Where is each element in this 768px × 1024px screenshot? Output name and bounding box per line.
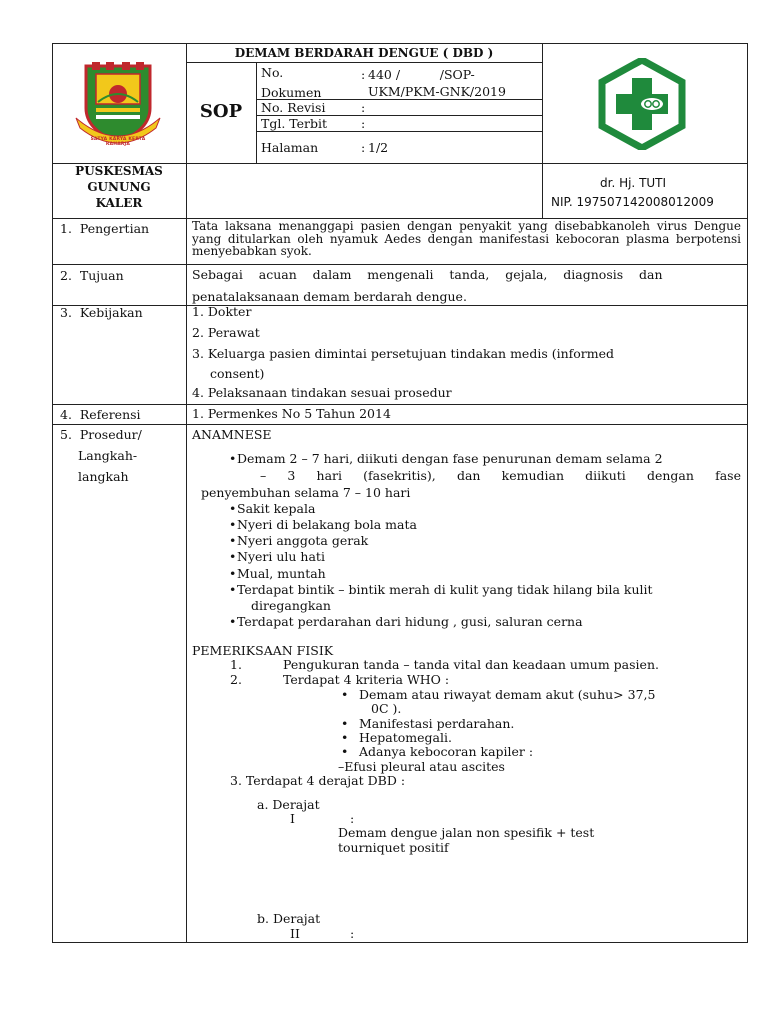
derajat-b-label: b. Derajat [257,911,321,926]
anamnese-bullet-7-line-2: diregangkan [251,598,331,613]
column-divider-sop [256,62,257,164]
anamnese-bullet-3: Nyeri di belakang bola mata [237,517,417,532]
signer-nip: NIP. 197507142008012009 [551,195,714,209]
row-label-prosedur-3: langkah [78,469,129,484]
anamnese-bullet-6: Mual, muntah [237,566,326,581]
derajat-a-num: I [290,811,295,826]
row-label-prosedur-1: 5. Prosedur/ [60,427,142,442]
kebijakan-item-3-cont: consent) [210,366,265,381]
field-no-label-2: Dokumen [261,85,322,100]
fisik-1-num: 1. [230,657,242,672]
anamnese-bullet-7-line-1: Terdapat bintik – bintik merah di kulit yang tidak hilang bila kulit [237,582,653,597]
field-terbit-label: Tgl. Terbit [261,116,328,131]
table-border-top [52,43,748,44]
anamnese-bullet-1-line-3: penyembuhan selama 7 – 10 hari [201,485,411,500]
row-divider-4 [52,404,748,405]
bullet-dot: • [229,549,237,564]
derajat-a-label: a. Derajat [257,797,320,812]
derajat-b-sep: : [350,926,355,941]
anamnese-bullet-1-line-2: – 3 hari (fasekritis), dan kemudian diikuti dengan fase [260,468,741,483]
bullet-dot: • [229,533,237,548]
who-4-sub: –Efusi pleural atau ascites [338,759,505,774]
row-divider-3 [52,305,748,306]
field-no-label-1: No. [261,65,284,80]
derajat-b-num: II [290,926,300,941]
row-divider-2 [52,264,748,265]
row-label-pengertian: 1. Pengertian [60,221,150,236]
field-no-value-1: 440 / /SOP- [368,67,475,82]
who-4: Adanya kebocoran kapiler : [359,744,534,759]
fisik-2-num: 2. [230,672,242,687]
derajat-a-desc-2: tourniquet positif [338,840,449,855]
row-label-tujuan: 2. Tujuan [60,268,124,283]
bullet-dot: • [341,730,349,745]
who-3: Hepatomegali. [359,730,452,745]
field-terbit-sep: : [361,116,366,131]
row-label-prosedur-2: Langkah- [78,448,138,463]
org-line-2: GUNUNG [87,180,151,194]
bullet-dot: • [229,582,237,597]
field-no-value-2: UKM/PKM-GNK/2019 [368,84,506,99]
puskesmas-logo [596,58,688,150]
bullet-dot: • [229,566,237,581]
field-halaman-sep: : [361,140,366,155]
signer-name: dr. Hj. TUTI [600,176,667,190]
column-divider-main [186,43,187,943]
field-halaman-label: Halaman [261,140,319,155]
tujuan-line-1: Sebagai acuan dalam mengenali tanda, gejala, diagnosis dan [192,267,663,282]
field-no-sep: : [361,67,366,82]
field-halaman-value: 1/2 [368,140,389,155]
org-line-3: KALER [95,196,143,210]
row-label-referensi: 4. Referensi [60,407,141,422]
derajat-a-sep: : [350,811,355,826]
pengertian-text: Tata laksana menanggapi pasien dengan penyakit yang disebabkanoleh virus Dengue yang ditularkan oleh nyamuk Aedes dengan manifestasi kebocoran plasma berpotensi menyebabkan syok. [192,219,741,258]
who-1-line-2: 0C ). [371,701,402,716]
table-border-bottom [52,942,748,943]
kebijakan-item-1: 1. Dokter [192,304,252,319]
logo-ribbon-text: SATYA KARYA KERTA RAHARJA [90,137,146,147]
derajat-title: 3. Terdapat 4 derajat DBD : [230,773,406,788]
bullet-dot: • [341,744,349,759]
anamnese-bullet-1-line-1: Demam 2 – 7 hari, diikuti dengan fase penurunan demam selama 2 [237,451,663,466]
bullet-dot: • [229,517,237,532]
who-2: Manifestasi perdarahan. [359,716,515,731]
anamnese-title: ANAMNESE [192,427,272,442]
tujuan-line-2: penatalaksanaan demam berdarah dengue. [192,289,467,304]
document-title: DEMAM BERDARAH DENGUE ( DBD ) [234,46,494,60]
field-revisi-label: No. Revisi [261,100,326,115]
puskesmas-cross-icon [596,58,688,150]
bullet-dot: • [341,687,349,702]
fisik-2-text: Terdapat 4 kriteria WHO : [283,672,450,687]
kebijakan-item-4: 4. Pelaksanaan tindakan sesuai prosedur [192,385,452,400]
who-1-line-1: Demam atau riwayat demam akut (suhu> 37,5 [359,687,656,702]
anamnese-bullet-2: Sakit kepala [237,501,316,516]
row-divider-5 [52,424,748,425]
fisik-title: PEMERIKSAAN FISIK [192,643,334,658]
fisik-1-text: Pengukuran tanda – tanda vital dan keadaan umum pasien. [283,657,659,672]
referensi-text: 1. Permenkes No 5 Tahun 2014 [192,406,391,421]
table-border-right [747,43,748,943]
field-divider-3 [256,131,542,132]
anamnese-bullet-4: Nyeri anggota gerak [237,533,369,548]
sop-label: SOP [199,101,243,122]
kebijakan-item-3: 3. Keluarga pasien dimintai persetujuan tindakan medis (informed [192,346,615,361]
derajat-a-desc-1: Demam dengue jalan non spesifik + test [338,825,595,840]
org-line-1: PUSKESMAS [75,164,163,178]
anamnese-bullet-8: Terdapat perdarahan dari hidung , gusi, saluran cerna [237,614,583,629]
bullet-dot: • [229,451,237,466]
bullet-dot: • [229,614,237,629]
bullet-dot: • [229,501,237,516]
row-label-kebijakan: 3. Kebijakan [60,305,143,320]
column-divider-header-right [542,43,543,219]
bullet-dot: • [341,716,349,731]
title-underline [186,62,542,63]
kebijakan-item-2: 2. Perawat [192,325,260,340]
field-revisi-sep: : [361,100,366,115]
anamnese-bullet-5: Nyeri ulu hati [237,549,325,564]
